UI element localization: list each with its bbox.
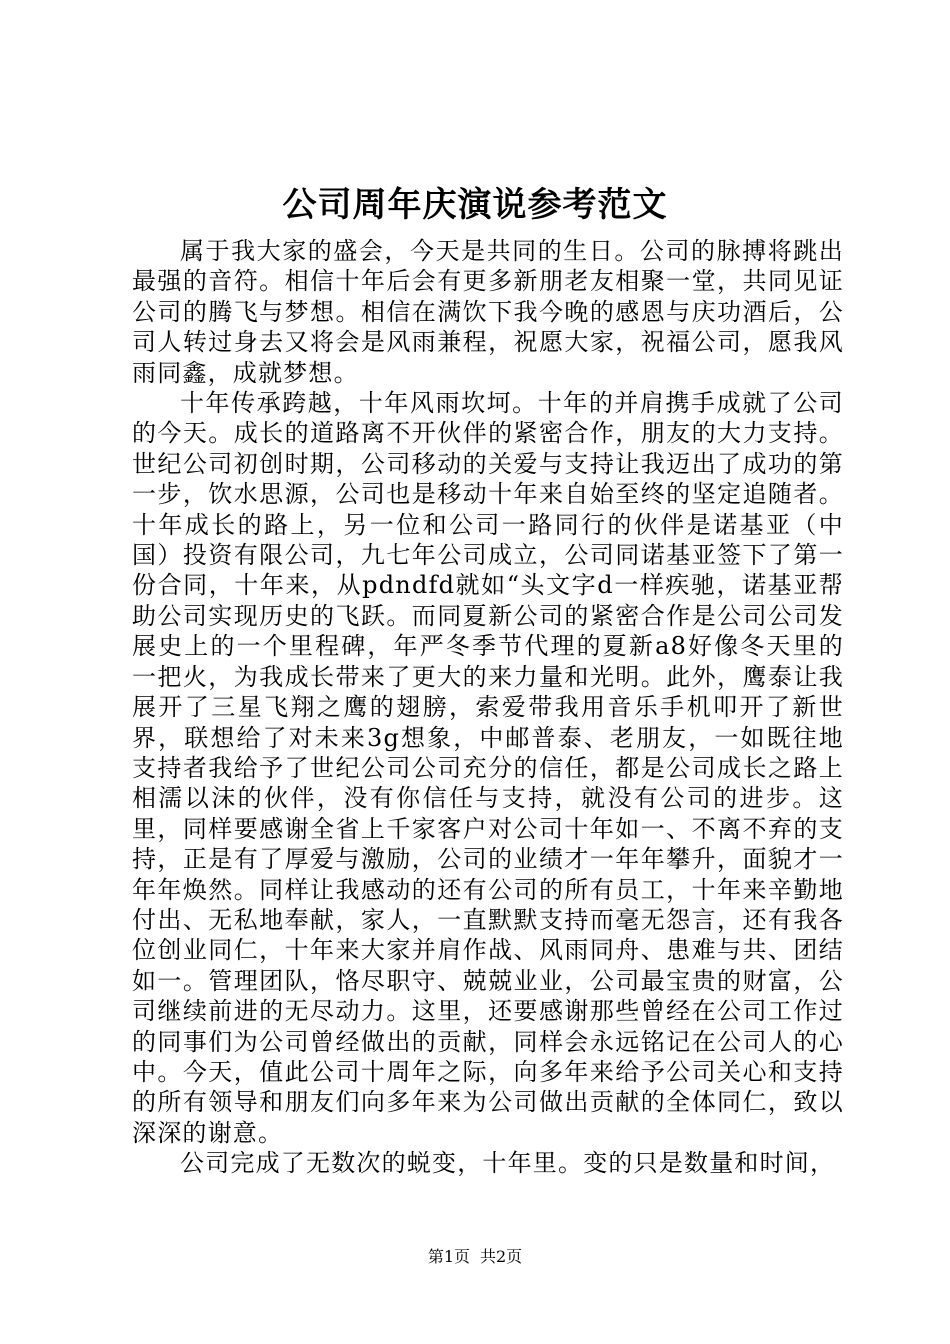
document-body: [132, 236, 844, 1179]
document-title: 公司周年庆演说参考范文: [282, 185, 668, 225]
page-number-total: 共2页: [480, 1247, 523, 1266]
paragraph-1: 属于我大家的盛会，今天是共同的生日。公司的脉搏将跳出最强的音符。相信十年后会有更多新朋老友相聚一堂，共同见证公司的腾飞与梦想。相信在满饮下我今晚的感恩与庆功酒后，公司人转过身去又将会是风雨兼程，祝愿大家，祝福公司，愿我风雨同鑫，成就梦想。: [132, 237, 844, 387]
paragraph-3: 公司完成了无数次的蜕变，十年里。变的只是数量和时间，: [180, 1149, 836, 1178]
paragraph-2: 十年传承跨越，十年风雨坎坷。十年的并肩携手成就了公司的今天。成长的道路离不开伙伴的紧密合作，朋友的大力支持。世纪公司初创时期，公司移动的关爱与支持让我迈出了成功的第一步，饮水思源，公司也是移动十年来自始至终的坚定追随者。十年成长的路上，另一位和公司一路同行的伙伴是诺基亚（中国）投资有限公司，九七年公司成立，公司同诺基亚签下了第一份合同，十年来，从pdndfd就如“头文字d一样疾驰，诺基亚帮助公司实现历史的飞跃。而同夏新公司的紧密合作是公司公司发展史上的一个里程碑，年严冬季节代理的夏新a8好像冬天里的一把火，为我成长带来了更大的来力量和光明。此外，鹰泰让我展开了三星飞翔之鹰的翅膀，索爱带我用音乐手机叩开了新世界，联想给了对未来3g想象，中邮普泰、老朋友，一如既往地支持者我给予了世纪公司公司充分的信任，都是公司成长之路上相濡以沫的伙伴，没有你信任与支持，就没有公司的进步。这里，同样要感谢全省上千家客户对公司十年如一、不离不弃的支持，正是有了厚爱与激励，公司的业绩才一年年攀升，面貌才一年年焕然。同样让我感动的还有公司的所有员工，十年来辛勤地付出、无私地奉献，家人，一直默默支持而毫无怨言，还有我各位创业同仁，十年来大家并肩作战、风雨同舟、患难与共、团结如一。管理团队，恪尽职守、兢兢业业，公司最宝贵的财富，公司继续前进的无尽动力。这里，还要感谢那些曾经在公司工作过的同事们为公司曾经做出的贡献，同样会永远铭记在公司人的心中。今天，值此公司十周年之际，向多年来给予公司关心和支持的所有领导和朋友们向多年来为公司做出贡献的全体同仁，致以深深的谢意。: [132, 389, 844, 1147]
page-footer: [0, 1246, 950, 1268]
page-number-current: 第1页: [427, 1247, 470, 1266]
